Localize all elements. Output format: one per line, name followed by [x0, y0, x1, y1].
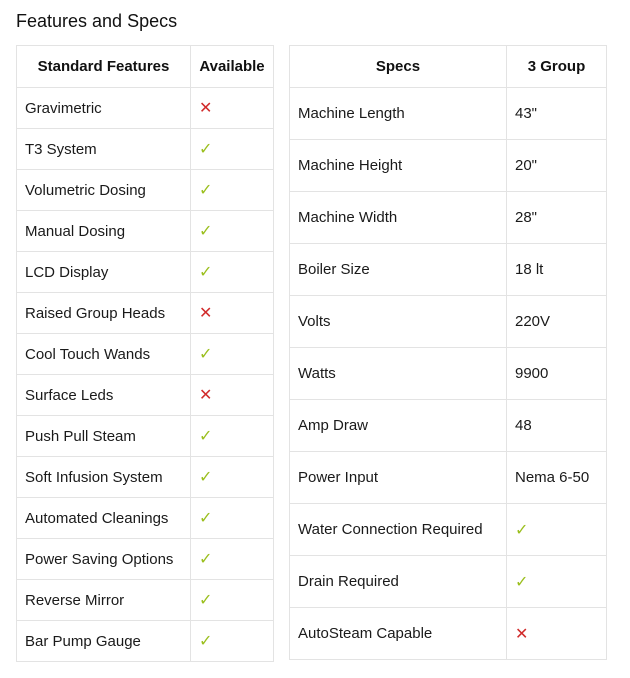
page-title: Features and Specs [16, 11, 178, 31]
spec-row [290, 400, 607, 452]
feature-row-value-cell [191, 416, 274, 457]
features-table [16, 45, 274, 662]
column-header-available: Available [191, 46, 274, 88]
feature-row-value-cell [191, 293, 274, 334]
feature-row [17, 170, 274, 211]
spec-row-label: AutoSteam Capable [290, 608, 507, 660]
spec-row-label: Drain Required [290, 556, 507, 608]
feature-row [17, 375, 274, 416]
feature-row-value-cell [191, 498, 274, 539]
spec-row [290, 192, 607, 244]
spec-row-value: 220V [515, 313, 551, 330]
spec-row-value-cell [507, 88, 607, 140]
spec-row [290, 348, 607, 400]
feature-row-label: Manual Dosing [17, 211, 191, 252]
spec-row-value: 9900 [515, 365, 549, 382]
cross-icon: ✕ [199, 305, 213, 322]
spec-row [290, 452, 607, 504]
features-header-row [17, 46, 274, 88]
spec-row [290, 88, 607, 140]
checkmark-icon: ✓ [199, 141, 213, 158]
checkmark-icon: ✓ [199, 592, 213, 609]
column-header-3-group: 3 Group [507, 46, 607, 88]
spec-row-value: 48 [515, 417, 532, 434]
checkmark-icon: ✓ [199, 551, 213, 568]
feature-row [17, 539, 274, 580]
feature-row-label: LCD Display [17, 252, 191, 293]
column-header-standard-features: Standard Features [17, 46, 191, 88]
feature-row-value-cell [191, 539, 274, 580]
spec-row-value: 43" [515, 105, 538, 122]
feature-row-value-cell [191, 457, 274, 498]
spec-row-value-cell [507, 296, 607, 348]
spec-row-value-cell [507, 348, 607, 400]
specs-table [289, 45, 607, 660]
spec-row-value-cell [507, 140, 607, 192]
feature-row-value-cell [191, 129, 274, 170]
checkmark-icon: ✓ [515, 521, 529, 539]
feature-row-label: Push Pull Steam [17, 416, 191, 457]
checkmark-icon: ✓ [199, 264, 213, 281]
feature-row-value-cell [191, 170, 274, 211]
spec-row [290, 140, 607, 192]
spec-row-value: 20" [515, 157, 538, 174]
feature-row-label: Raised Group Heads [17, 293, 191, 334]
checkmark-icon: ✓ [199, 182, 213, 199]
spec-row-value-cell [507, 400, 607, 452]
spec-row-label: Watts [290, 348, 507, 400]
spec-row-value: 18 lt [515, 261, 544, 278]
spec-row-value-cell [507, 192, 607, 244]
feature-row-value-cell [191, 88, 274, 129]
spec-row-label: Boiler Size [290, 244, 507, 296]
feature-row-label: Cool Touch Wands [17, 334, 191, 375]
cross-icon: ✕ [199, 387, 213, 404]
spec-row-value: Nema 6-50 [515, 469, 590, 486]
spec-row-value: 28" [515, 209, 538, 226]
spec-row-value-cell [507, 504, 607, 556]
feature-row-value-cell [191, 252, 274, 293]
feature-row-label: Surface Leds [17, 375, 191, 416]
feature-row-value-cell [191, 375, 274, 416]
feature-row [17, 621, 274, 662]
feature-row [17, 252, 274, 293]
feature-row [17, 457, 274, 498]
spec-row-value-cell [507, 452, 607, 504]
spec-row-value-cell [507, 556, 607, 608]
spec-row-label: Power Input [290, 452, 507, 504]
feature-row [17, 498, 274, 539]
checkmark-icon: ✓ [515, 573, 529, 591]
feature-row-label: Volumetric Dosing [17, 170, 191, 211]
spec-row-label: Water Connection Required [290, 504, 507, 556]
feature-row-value-cell [191, 621, 274, 662]
feature-row-label: Bar Pump Gauge [17, 621, 191, 662]
checkmark-icon: ✓ [199, 510, 213, 527]
spec-row [290, 244, 607, 296]
spec-row-value-cell [507, 608, 607, 660]
feature-row-label: Gravimetric [17, 88, 191, 129]
checkmark-icon: ✓ [199, 633, 213, 650]
spec-row-label: Amp Draw [290, 400, 507, 452]
specs-table-body [290, 88, 607, 660]
checkmark-icon: ✓ [199, 428, 213, 445]
spec-row [290, 608, 607, 660]
feature-row [17, 416, 274, 457]
feature-row-label: Reverse Mirror [17, 580, 191, 621]
spec-row-label: Machine Width [290, 192, 507, 244]
column-header-specs: Specs [290, 46, 507, 88]
feature-row-value-cell [191, 334, 274, 375]
spec-row-label: Machine Length [290, 88, 507, 140]
features-table-body [17, 88, 274, 662]
feature-row-label: T3 System [17, 129, 191, 170]
spec-row-label: Machine Height [290, 140, 507, 192]
spec-row [290, 296, 607, 348]
spec-row [290, 556, 607, 608]
feature-row-value-cell [191, 580, 274, 621]
feature-row [17, 129, 274, 170]
checkmark-icon: ✓ [199, 223, 213, 240]
feature-row-label: Soft Infusion System [17, 457, 191, 498]
feature-row [17, 293, 274, 334]
feature-row-value-cell [191, 211, 274, 252]
spec-row-value-cell [507, 244, 607, 296]
checkmark-icon: ✓ [199, 469, 213, 486]
feature-row-label: Automated Cleanings [17, 498, 191, 539]
specs-header-row [290, 46, 607, 88]
feature-row [17, 88, 274, 129]
spec-row-label: Volts [290, 296, 507, 348]
checkmark-icon: ✓ [199, 346, 213, 363]
feature-row [17, 580, 274, 621]
feature-row [17, 211, 274, 252]
feature-row-label: Power Saving Options [17, 539, 191, 580]
feature-row [17, 334, 274, 375]
cross-icon: ✕ [515, 625, 529, 643]
spec-row [290, 504, 607, 556]
cross-icon: ✕ [199, 100, 213, 117]
